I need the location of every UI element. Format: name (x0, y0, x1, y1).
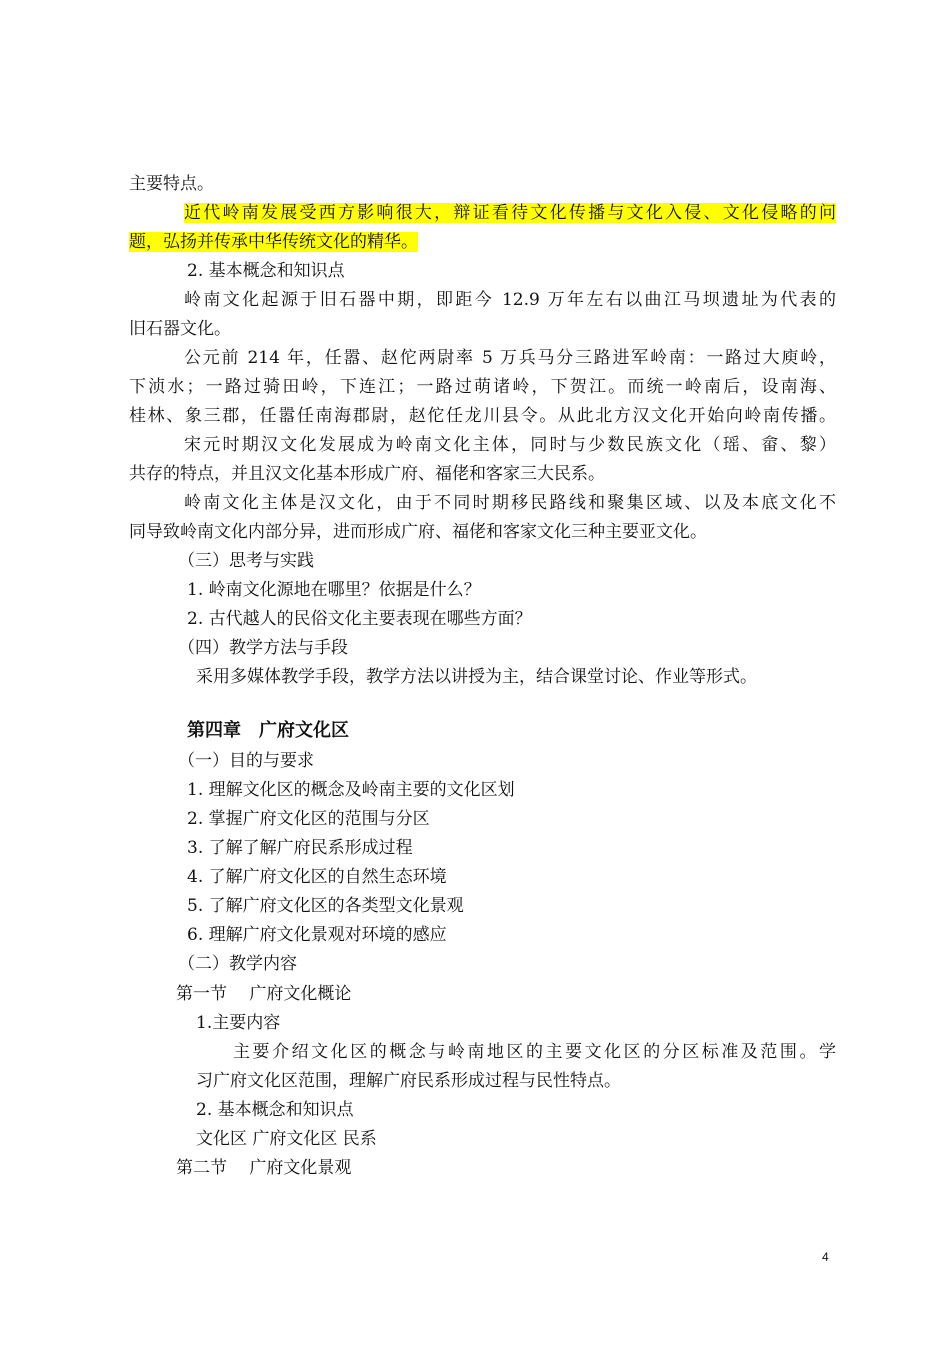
text-line: 文化区 广府文化区 民系 (196, 1129, 377, 1149)
text-line: 旧石器文化。 (129, 319, 231, 339)
list-item: 2. 古代越人的民俗文化主要表现在哪些方面？ (187, 609, 532, 629)
subheading: （四）教学方法与手段 (178, 638, 348, 658)
list-item: 1. 理解文化区的概念及岭南主要的文化区划 (187, 780, 515, 800)
list-item: 2. 掌握广府文化区的范围与分区 (187, 809, 430, 829)
text-line: 同导致岭南文化内部分异，进而形成广府、福佬和客家文化三种主要亚文化。 (129, 522, 707, 542)
subheading: （一）目的与要求 (178, 751, 314, 771)
text-line: 桂林、象三郡，任嚣任南海郡尉，赵佗任龙川县令。从此北方汉文化开始向岭南传播。 (129, 406, 836, 426)
list-item: 4. 了解广府文化区的自然生态环境 (187, 867, 447, 887)
text-line: 主要介绍文化区的概念与岭南地区的主要文化区的分区标准及范围。学 (233, 1042, 836, 1062)
section-title: 第一节 广府文化概论 (176, 984, 352, 1004)
chapter-title: 第四章 广府文化区 (187, 720, 349, 741)
list-item: 1. 岭南文化源地在哪里？依据是什么？ (187, 580, 481, 600)
text-line: 下浈水；一路过骑田岭，下连江；一路过萌诸岭，下贺江。而统一岭南后，设南海、 (129, 377, 836, 397)
subheading: 2. 基本概念和知识点 (187, 261, 345, 281)
list-item: 3. 了解了解广府民系形成过程 (187, 838, 413, 858)
text-line: 习广府文化区范围，理解广府民系形成过程与民性特点。 (196, 1071, 621, 1091)
subheading: （二）教学内容 (178, 954, 297, 974)
subheading: 1.主要内容 (196, 1013, 281, 1033)
highlighted-line: 题，弘扬并传承中华传统文化的精华。 (129, 232, 418, 252)
list-item: 5. 了解广府文化区的各类型文化景观 (187, 896, 464, 916)
text-line: 岭南文化主体是汉文化，由于不同时期移民路线和聚集区域、以及本底文化不 (184, 493, 836, 513)
highlighted-line: 近代岭南发展受西方影响很大，辩证看待文化传播与文化入侵、文化侵略的问 (184, 203, 836, 223)
text-line: 主要特点。 (129, 174, 214, 194)
section-title: 第二节 广府文化景观 (176, 1158, 352, 1178)
page-number: 4 (822, 1250, 829, 1264)
text-line: 共存的特点，并且汉文化基本形成广府、福佬和客家三大民系。 (129, 464, 605, 484)
text-line: 公元前 214 年，任嚣、赵佗两尉率 5 万兵马分三路进军岭南：一路过大庾岭， (184, 348, 836, 368)
text-line: 采用多媒体教学手段，教学方法以讲授为主，结合课堂讨论、作业等形式。 (196, 667, 757, 687)
text-line: 岭南文化起源于旧石器中期，即距今 12.9 万年左右以曲江马坝遗址为代表的 (184, 290, 836, 310)
text-line: 宋元时期汉文化发展成为岭南文化主体，同时与少数民族文化（瑶、畲、黎） (184, 435, 836, 455)
subheading: 2. 基本概念和知识点 (196, 1100, 354, 1120)
subheading: （三）思考与实践 (178, 551, 314, 571)
list-item: 6. 理解广府文化景观对环境的感应 (187, 925, 447, 945)
